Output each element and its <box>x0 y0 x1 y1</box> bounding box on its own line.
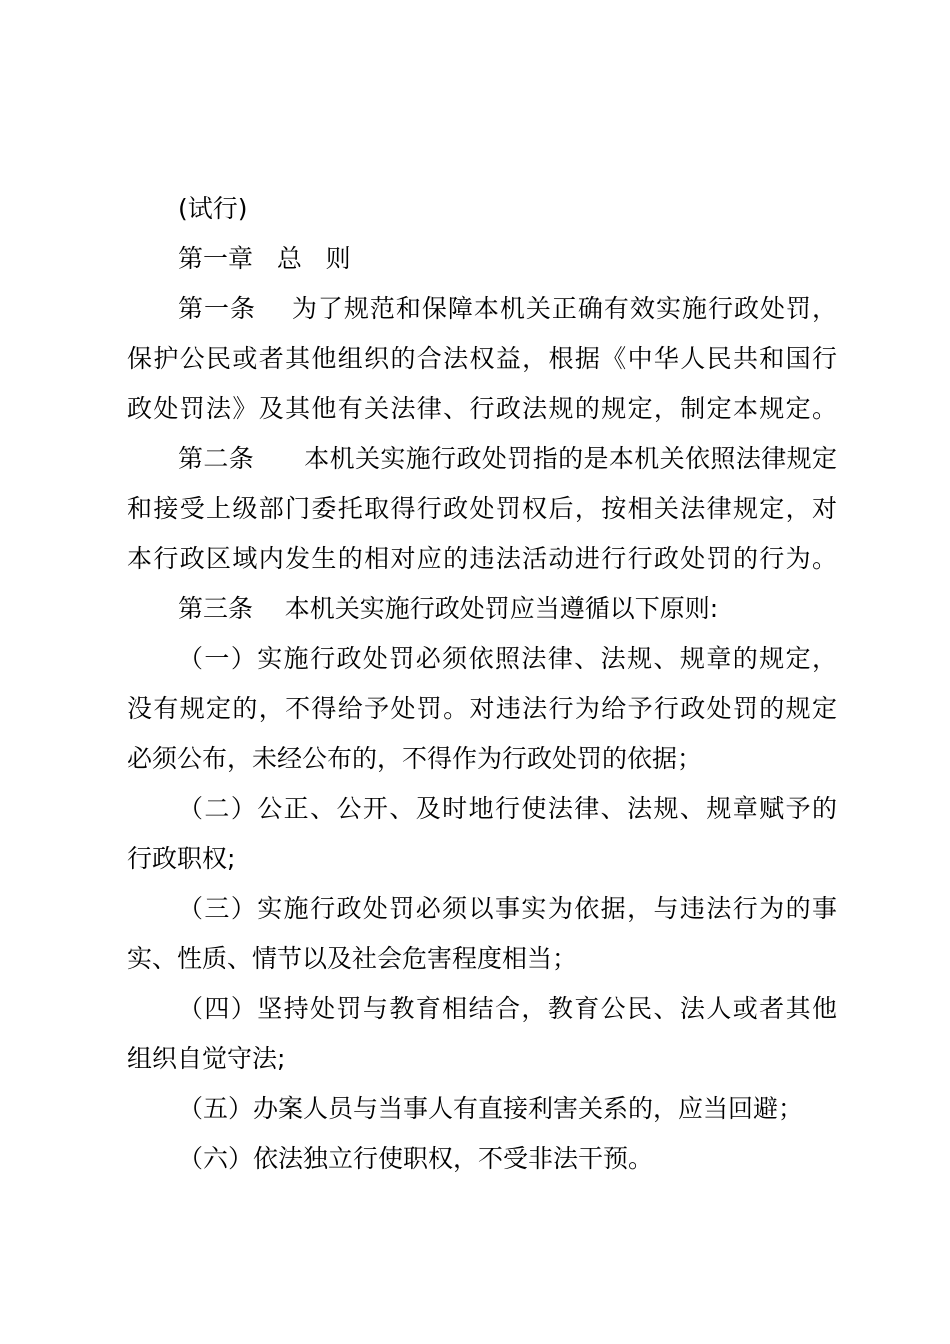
article-1-line-1: 第一条 为了规范和保障本机关正确有效实施行政处罚， <box>178 294 837 323</box>
article-2-line-3: 本行政区域内发生的相对应的违法活动进行行政处罚的行为。 <box>127 544 837 573</box>
principle-5-line-1: （五）办案人员与当事人有直接利害关系的，应当回避； <box>178 1094 804 1123</box>
article-3-heading: 第三条 本机关实施行政处罚应当遵循以下原则: <box>178 594 719 623</box>
principle-4-line-1: （四）坚持处罚与教育相结合，教育公民、法人或者其他 <box>178 994 837 1023</box>
principle-1-line-2: 没有规定的，不得给予处罚。对违法行为给予行政处罚的规定 <box>127 694 837 723</box>
principle-1-line-1: （一）实施行政处罚必须依照法律、法规、规章的规定， <box>178 644 837 673</box>
principle-2-line-1: （二）公正、公开、及时地行使法律、法规、规章赋予的 <box>178 794 837 823</box>
document-body <box>127 184 837 1184</box>
principle-3-line-1: （三）实施行政处罚必须以事实为依据，与违法行为的事 <box>178 894 837 923</box>
article-1-line-3: 政处罚法》及其他有关法律、行政法规的规定，制定本规定。 <box>127 394 837 423</box>
article-2-line-1: 第二条 本机关实施行政处罚指的是本机关依照法律规定 <box>178 444 837 473</box>
principle-4-line-2: 组织自觉守法; <box>127 1044 286 1073</box>
article-1-line-2: 保护公民或者其他组织的合法权益，根据《中华人民共和国行 <box>127 344 837 373</box>
principle-6-line-1: （六）依法独立行使职权，不受非法干预。 <box>178 1144 654 1173</box>
chapter-heading: 第一章 总 则 <box>178 244 351 273</box>
principle-1-line-3: 必须公布，未经公布的，不得作为行政处罚的依据； <box>127 744 703 773</box>
subtitle-trial: (试行) <box>178 194 248 223</box>
principle-3-line-2: 实、性质、情节以及社会危害程度相当； <box>127 944 578 973</box>
principle-2-line-2: 行政职权; <box>127 844 236 873</box>
article-2-line-2: 和接受上级部门委托取得行政处罚权后，按相关法律规定，对 <box>127 494 837 523</box>
